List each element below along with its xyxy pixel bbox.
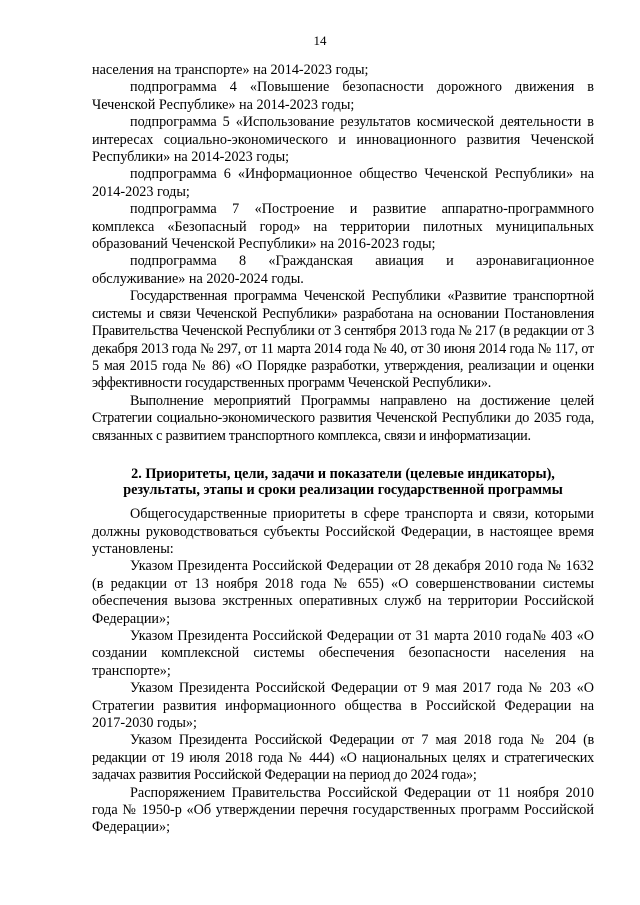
- section-heading: 2. Приоритеты, цели, задачи и показатели (целевые индикаторы), результаты, этапы и сроки реализации государственной программы: [123, 465, 563, 498]
- paragraph-decree-403: Указом Президента Российской Федерации от 31 марта 2010 года№ 403 «О создании комплексной системы обеспечения безопасности населения на транспорте»;: [92, 627, 594, 679]
- page-number: 14: [313, 33, 327, 48]
- paragraph-decree-204: Указом Президента Российской Федерации от 7 мая 2018 года № 204 (в редакции от 19 июля 2018 года № 444) «О национальных целях и стратегических задачах развития Российской Федерации на период до 2024 года»;: [92, 732, 594, 784]
- document-body: [92, 62, 594, 837]
- paragraph-program-goals: Выполнение мероприятий Программы направлено на достижение целей Стратегии социально-экономического развития Чеченской Республики до 2035 года, связанных с развитием транспортного комплекса, связи и информатизации.: [92, 392, 594, 444]
- paragraph-subprogram-5: подпрограмма 5 «Использование результатов космической деятельности в интересах социально-экономического и инновационного развития Чеченской Республики» на 2014-2023 годы;: [92, 114, 594, 166]
- paragraph-subprogram-6: подпрограмма 6 «Информационное общество Чеченской Республики» на 2014-2023 годы;: [92, 166, 594, 200]
- paragraph-order-1950: Распоряжением Правительства Российской Федерации от 11 ноября 2010 года № 1950-р «Об утверждении перечня государственных программ Российской Федерации»;: [92, 784, 594, 836]
- paragraph-program-basis: Государственная программа Чеченской Республики «Развитие транспортной системы и связи Чеченской Республики» разработана на основании Постановления Правительства Чеченской Республики от 3 сентября 2013 года № 217 (в редакции от 3 декабря 2013 года № 297, от 11 марта 2014 года № 40, от 30 июня 2014 года № 117, от 5 мая 2015 года № 86) «О Порядке разработки, утверждения, реализации и оценки эффективности государственных программ Чеченской Республики».: [92, 288, 594, 392]
- paragraph-decree-203: Указом Президента Российской Федерации от 9 мая 2017 года № 203 «О Стратегии развития информационного общества в Российской Федерации на 2017-2030 годы»;: [92, 680, 594, 731]
- paragraph-subprogram-4: подпрограмма 4 «Повышение безопасности дорожного движения в Чеченской Республике» на 2014-2023 годы;: [92, 79, 594, 113]
- paragraph-subprogram-7: подпрограмма 7 «Построение и развитие аппаратно-программного комплекса «Безопасный город» на территории пилотных муниципальных образований Чеченской Республики» на 2016-2023 годы;: [92, 201, 594, 253]
- paragraph-subprogram-8: подпрограмма 8 «Гражданская авиация и аэронавигационное обслуживание» на 2020-2024 годы.: [92, 253, 594, 287]
- paragraph-decree-1632: Указом Президента Российской Федерации от 28 декабря 2010 года № 1632 (в редакции от 13 ноября 2018 года № 655) «О совершенствовании системы обеспечения вызова экстренных оперативных служб на территории Российской Федерации»;: [92, 558, 594, 627]
- paragraph-priorities-intro: Общегосударственные приоритеты в сфере транспорта и связи, которыми должны руководствоваться субъекты Российской Федерации, в настоящее время установлены:: [92, 506, 594, 557]
- paragraph-continuation: населения на транспорте» на 2014-2023 годы;: [92, 62, 369, 78]
